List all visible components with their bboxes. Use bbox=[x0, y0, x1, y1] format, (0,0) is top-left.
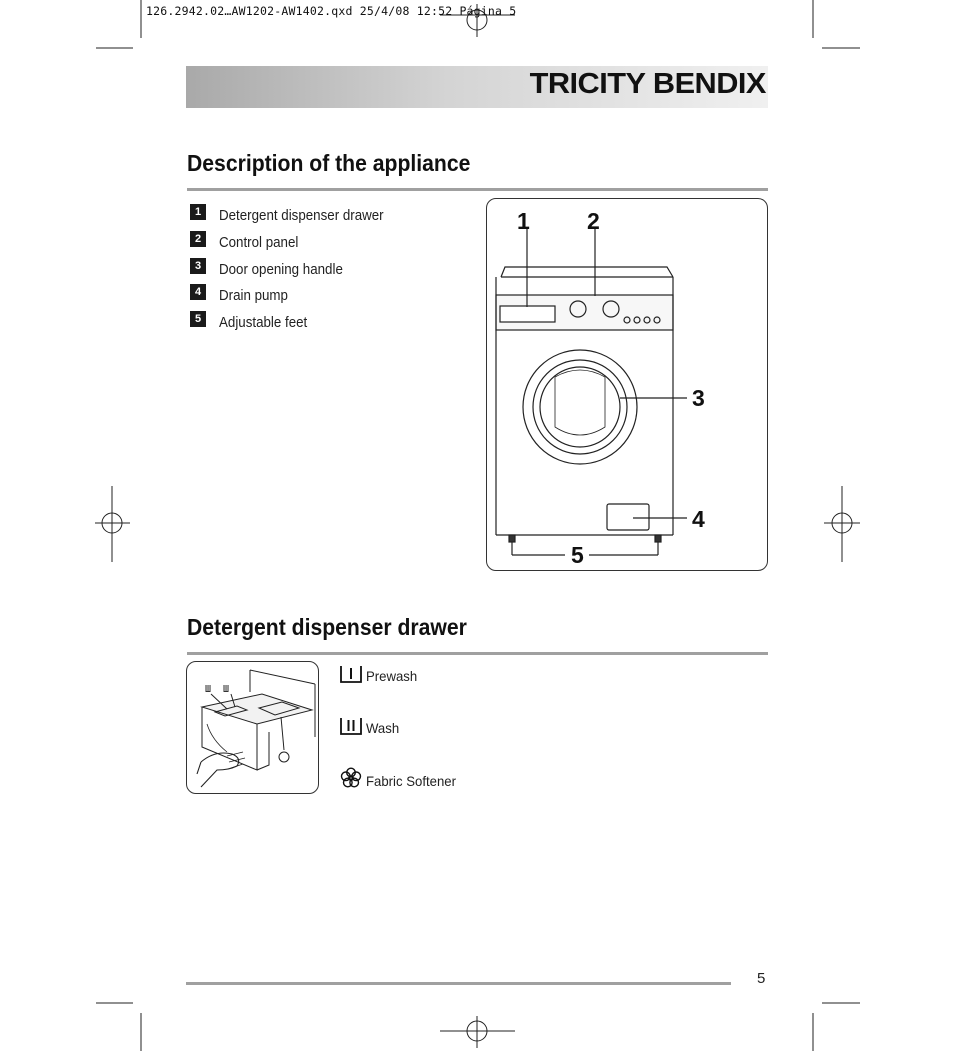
list-item bbox=[190, 256, 398, 283]
prewash-compartment-icon bbox=[340, 664, 362, 684]
section-title-description: Description of the appliance bbox=[187, 150, 471, 176]
dispenser-drawer-illustration bbox=[187, 662, 318, 793]
item-label: Control panel bbox=[219, 235, 299, 252]
callout-2: 2 bbox=[587, 208, 600, 234]
brand-logo: TRICITY BENDIX bbox=[529, 68, 766, 100]
legend-label-wash: Wash bbox=[366, 720, 400, 736]
svg-text:Ш: Ш bbox=[205, 684, 212, 695]
fabric-softener-icon bbox=[340, 767, 362, 789]
item-number-badge: 4 bbox=[190, 284, 206, 300]
item-label: Drain pump bbox=[219, 288, 288, 305]
dispenser-drawer-figure bbox=[186, 661, 319, 794]
legend-label-prewash: Prewash bbox=[366, 668, 418, 684]
page-number: 5 bbox=[757, 970, 766, 987]
item-label: Detergent dispenser drawer bbox=[219, 208, 384, 225]
svg-text:Ш: Ш bbox=[223, 684, 230, 695]
file-slug: 126.2942.02…AW1202-AW1402.qxd 25/4/08 12:52 Página 5 bbox=[146, 4, 517, 18]
wash-compartment-icon bbox=[340, 716, 362, 736]
item-number-badge: 1 bbox=[190, 204, 206, 220]
washing-machine-illustration bbox=[487, 199, 767, 570]
section-rule bbox=[187, 652, 768, 655]
item-number-badge: 5 bbox=[190, 311, 206, 327]
callout-4: 4 bbox=[692, 506, 705, 532]
section-rule bbox=[187, 188, 768, 191]
legend-label-fabric-softener: Fabric Softener bbox=[366, 773, 456, 789]
item-label: Adjustable feet bbox=[219, 315, 308, 332]
list-item bbox=[190, 203, 398, 230]
callout-3: 3 bbox=[692, 385, 705, 411]
footer-rule bbox=[186, 982, 731, 985]
legend-prewash bbox=[340, 664, 420, 684]
list-item bbox=[190, 283, 398, 310]
appliance-figure bbox=[486, 198, 768, 571]
callout-1: 1 bbox=[517, 208, 530, 234]
section-title-dispenser: Detergent dispenser drawer bbox=[187, 614, 467, 640]
legend-wash bbox=[340, 716, 401, 736]
list-item bbox=[190, 310, 398, 337]
item-number-badge: 3 bbox=[190, 258, 206, 274]
list-item bbox=[190, 230, 398, 257]
item-label: Door opening handle bbox=[219, 261, 343, 278]
callout-5: 5 bbox=[571, 542, 584, 568]
legend-fabric-softener bbox=[340, 767, 462, 789]
item-number-badge: 2 bbox=[190, 231, 206, 247]
parts-list bbox=[190, 203, 398, 336]
